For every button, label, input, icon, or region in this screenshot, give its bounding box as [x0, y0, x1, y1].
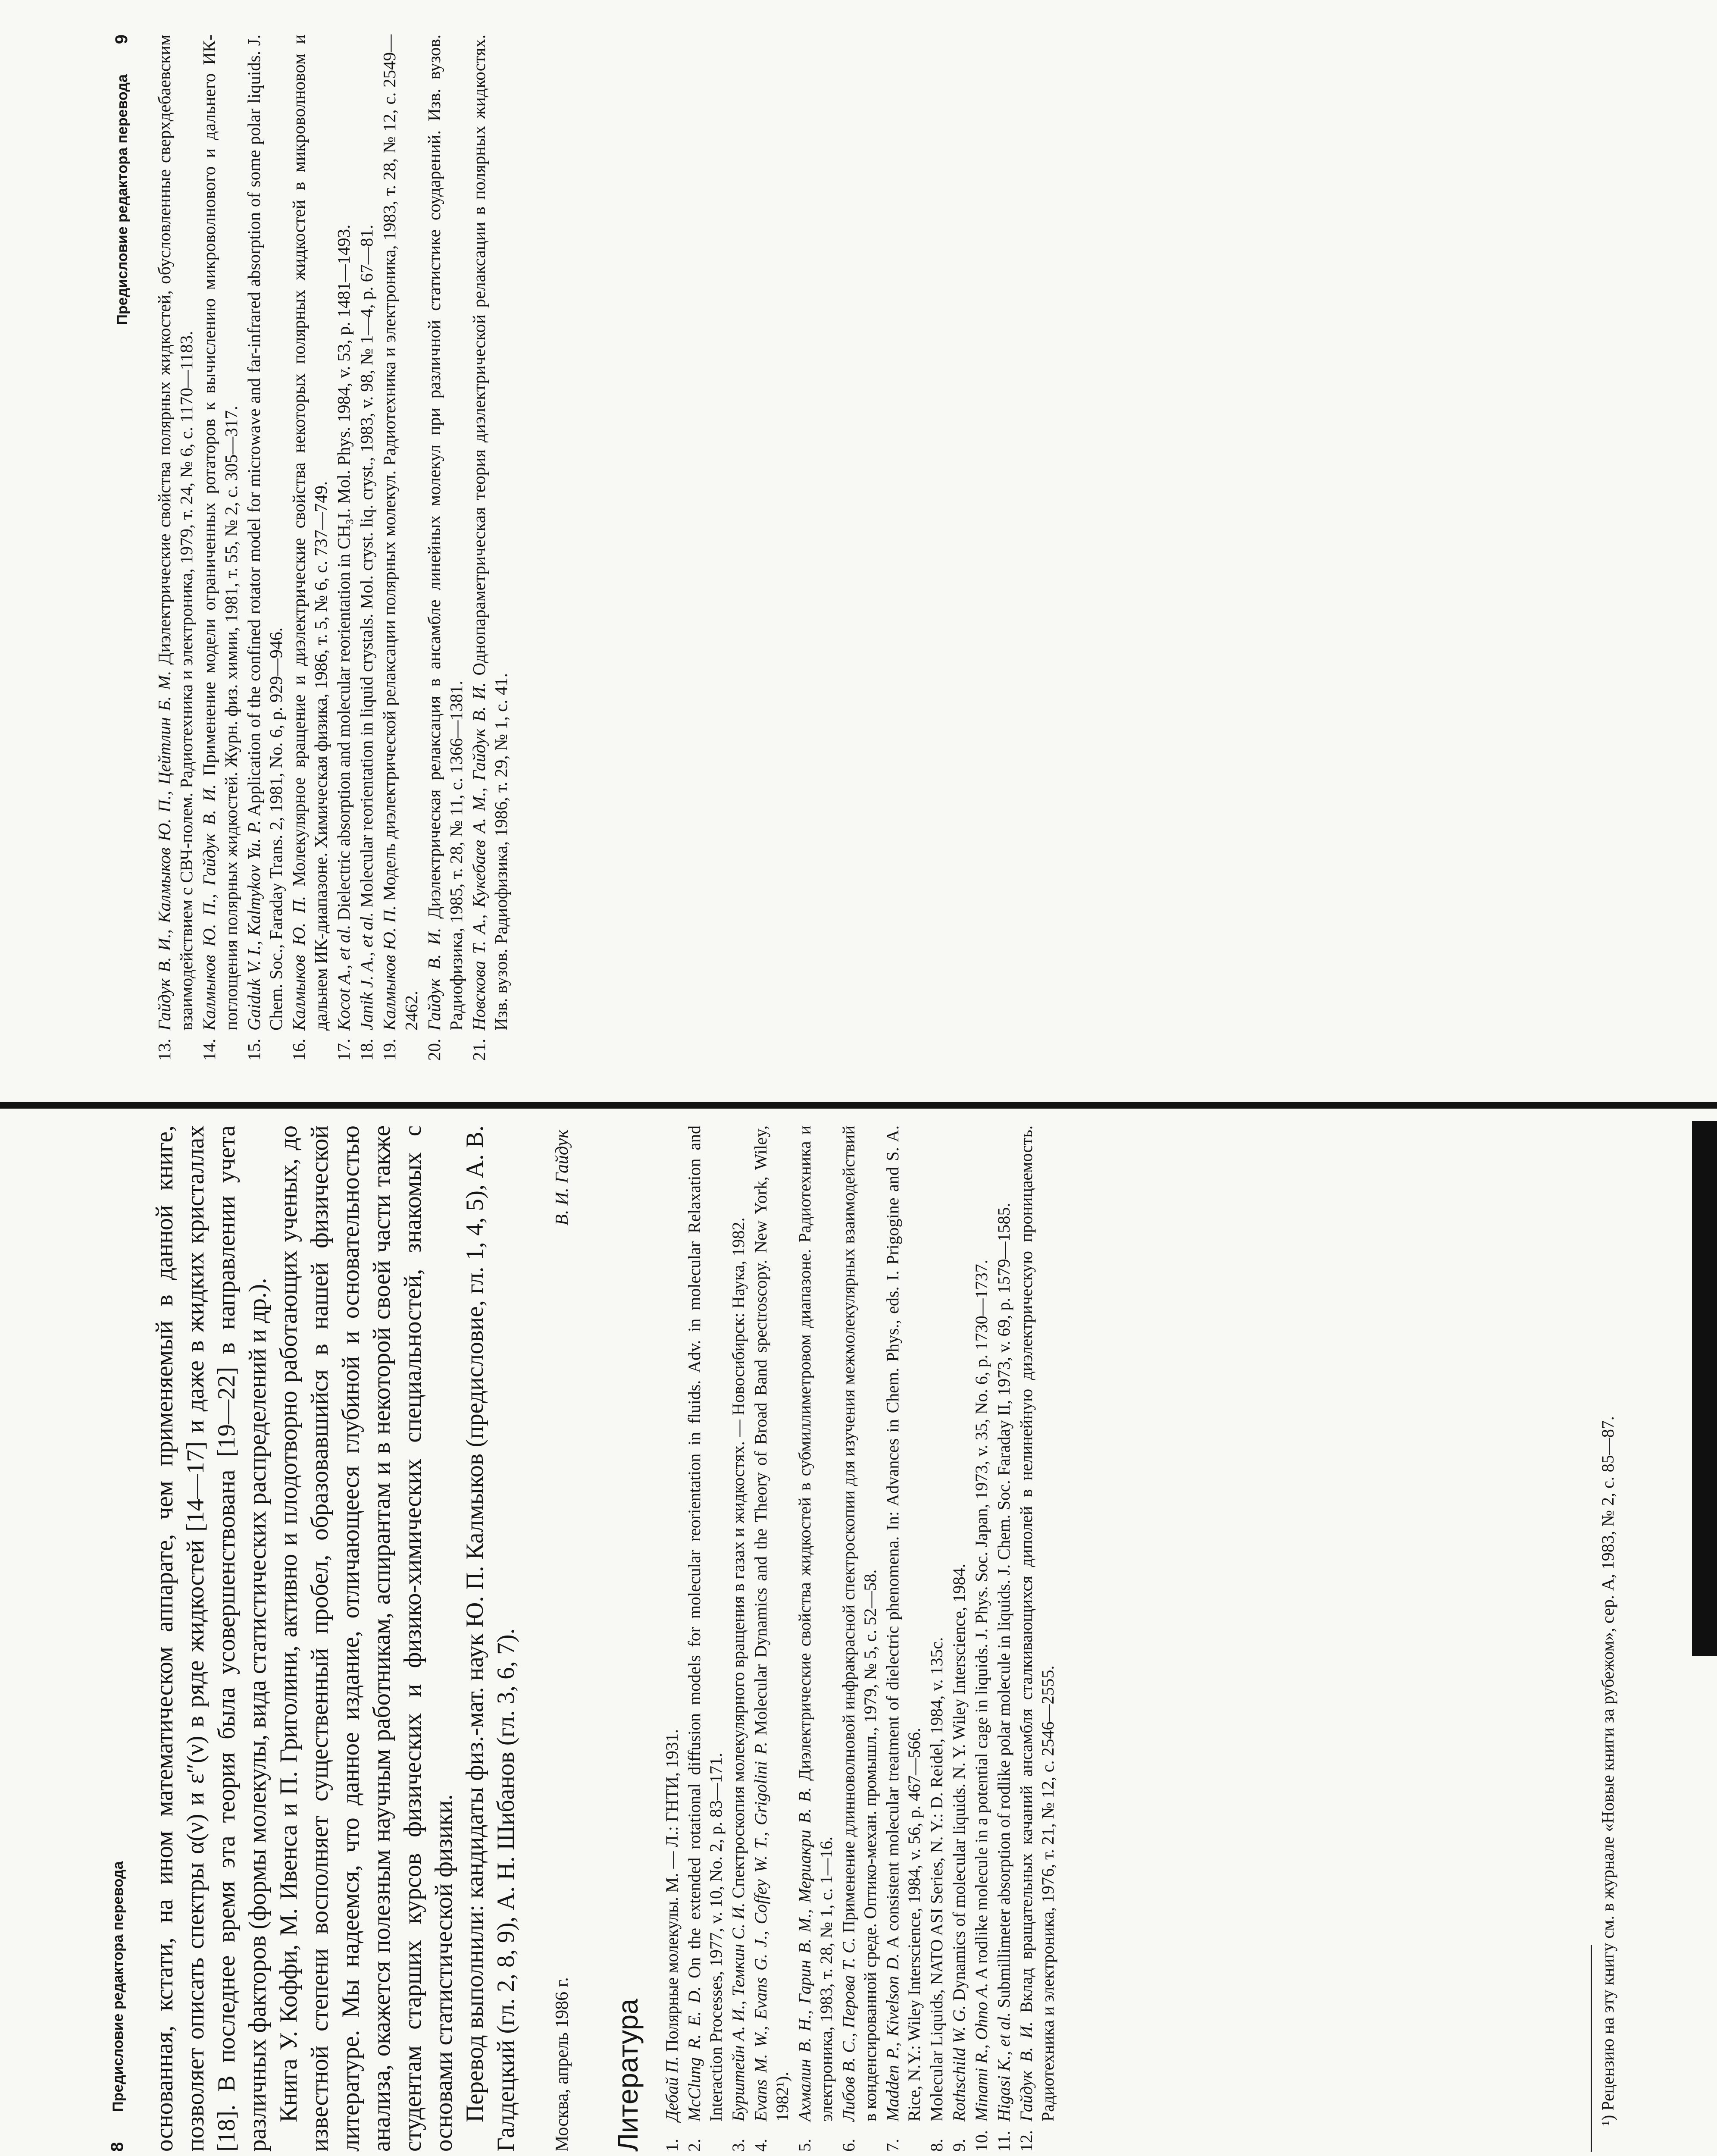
reference-item	[153, 34, 197, 1061]
reference-text: Молекулярное вращение и диэлектрические свойства некоторых полярных жидкостей в микроволновом и дальнем ИК-диапазоне. Химическая физика, 1986, т. 5, № 6, с. 737—749.	[289, 34, 331, 1031]
reference-text: Однопараметрическая теория диэлектрической релаксации в полярных жидкостях. Изв. вузов. Радиофизика, 1986, т. 29, № 1, с. 41.	[469, 34, 511, 1031]
reference-text: Спектроскопия молекулярного вращения в газах и жидкостях. — Новосибирск: Наука, 1982.	[729, 1217, 748, 1899]
reference-list	[661, 1125, 1059, 2152]
reference-text: Диэлектрическая релаксация в ансамбле линейных молекул при различной статистике соударений. Изв. вузов. Радиофизика, 1985, т. 28, № 11, с. 1366—1381.	[424, 34, 466, 1031]
footnote	[1591, 1125, 1619, 2152]
reference-number: 15.	[244, 1038, 264, 1061]
reference-number: 14.	[199, 1038, 219, 1061]
reference-number: 6.	[839, 2139, 858, 2152]
reference-text: Molecular Liquids, NATO ASI Series, N. Y.: D. Reidel, 1984, v. 135c.	[927, 1637, 946, 2122]
references-title: Литература	[612, 1999, 644, 2152]
reference-authors: Evans M. W., Evans G. J., Coffey W. T., Grigolini P.	[751, 1742, 770, 2122]
reference-text: Диэлектрические свойства жидкостей в субмиллиметровом диапазоне. Радиотехника и электроника, 1983, т. 28, № 1, с. 1—16.	[795, 1125, 836, 2122]
reference-item	[882, 1125, 925, 2152]
reference-number: 9.	[949, 2139, 969, 2152]
reference-item	[926, 1125, 948, 2152]
reference-item	[838, 1125, 881, 2152]
reference-number: 7.	[883, 2139, 902, 2152]
footnote-rule	[1591, 1945, 1592, 2152]
reference-text: Molecular reorientation in liquid crystals. Mol. cryst. liq. cryst., 1983, v. 98, № 1—4, p. 67—81.	[357, 224, 376, 908]
reference-authors: Гайдук В. И.	[1016, 2021, 1036, 2122]
reference-text: Dynamics of molecular liquids. N. Y. Wiley Interscience, 1984.	[949, 1564, 969, 2001]
book-gutter	[0, 1102, 1717, 1109]
reference-item	[948, 1125, 970, 2152]
reference-authors: Либов В. С., Перова Т. С.	[839, 1937, 858, 2122]
reference-authors: Калмыков Ю. П., Гайдук В. И.	[199, 784, 219, 1031]
reference-text: Применение модели ограниченных ротаторов к вычислению микроволнового и дальнего ИК-поглощения полярных жидкостей. Журн. физ. химии, 1981, т. 55, № 2, с. 305—317.	[199, 34, 241, 1031]
reference-authors: Madden P., Kivelson D.	[883, 1953, 902, 2122]
reference-text: On the extended rotational diffusion models for molecular reorientation in fluids. Adv. in molecular Relaxation and Interaction Processes, 1977, v. 10, No. 2, p. 83—171.	[685, 1125, 726, 2122]
reference-authors: Higasi K., et al.	[994, 2012, 1013, 2122]
reference-text: Диэлектрические свойства полярных жидкостей, обусловленные сверхдебаевским взаимодействием с СВЧ-полем. Радиотехника и электроника, 1979, т. 24, № 6, с. 1170—1183.	[154, 34, 196, 1031]
editor-signature: В. И. Гайдук	[552, 1130, 572, 1225]
reference-text: Application of the confined rotator model for microwave and far-infrared absorption of some polar liquids. J. Chem. Soc., Faraday Trans. 2, 1981, No. 6, p. 929—946.	[244, 34, 286, 1031]
reference-list	[153, 34, 512, 1061]
paragraph: Книга У. Коффи, М. Ивенса и П. Григолини, активно и плодотворно работающих ученых, до известной степени восполняет существенный пробел, образовавшийся в нашей физической литературе. Мы надеемся, что данное издание, отличающееся глубиной и основательностью анализа, окажется полезным научным работникам, аспирантам и в некоторой своей части также студентам старших курсов физических и физико-химических специальностей, знакомых с основами статистической физики.	[275, 1125, 457, 2152]
reference-number: 3.	[729, 2139, 748, 2152]
reference-authors: Minami R., Ohno A.	[972, 1983, 991, 2122]
reference-item	[423, 34, 467, 1061]
reference-authors: Ахмалин В. Н., Гарин В. М., Мериакри В. В.	[795, 1787, 814, 2122]
reference-text: Полярные молекулы. М. — Л.: ГНТИ, 1931.	[662, 1729, 682, 2052]
reference-text: Submillimeter absorption of rodlike polar molecule in liquids. J. Chem. Soc. Faraday II, 1973, v. 69, p. 1579—1585.	[994, 1203, 1013, 2008]
reference-text: Модель диэлектрической релаксации полярных молекул. Радиотехника и электроника, 1983, т. 28, № 12, с. 2549—2462.	[379, 34, 421, 1031]
left-page-header	[108, 1125, 134, 2152]
running-head: Предисловие редактора перевода	[110, 1861, 126, 2112]
reference-text: Molecular Dynamics and the Theory of Broad Band spectroscopy. New York, Wiley, 1982¹).	[751, 1125, 792, 2122]
left-page	[108, 1125, 1677, 2152]
reference-item	[1016, 1125, 1059, 2152]
footnote-text: ¹) Рецензию на эту книгу см. в журнале «Новые книги за рубежом», сер. А, 1983, № 2, с. 85—87.	[1598, 1416, 1617, 2126]
reference-item	[750, 1125, 793, 2152]
reference-authors: Дебай П.	[662, 2056, 682, 2122]
reference-number: 11.	[994, 2131, 1013, 2152]
reference-number: 4.	[751, 2139, 770, 2152]
reference-number: 12.	[1016, 2130, 1036, 2152]
paragraph: основанная, кстати, на ином математическом аппарате, чем применяемый в данной книге, позволяет описать спектры α(ν) и ε″(ν) в ряде жидкостей [14—17] и даже в жидких кристаллах [18]. В последнее время эта теория была усовершенствована [19—22] в направлении учета различных факторов (формы молекулы, вида статистических распределений и др.).	[151, 1125, 271, 2152]
reference-item	[468, 34, 512, 1061]
reference-text: A rodlike molecule in a potential cage in liquids. J. Phys. Soc. Japan, 1973, v. 35, No. 6, p. 1730—1737.	[972, 1260, 991, 1980]
reference-authors: Новскова Т. А., Кукебаев А. М., Гайдук В. И.	[469, 682, 489, 1031]
reference-item	[661, 1125, 683, 2152]
reference-authors: Gaiduk V. I., Kalmykov Yu. P.	[244, 820, 264, 1031]
right-page	[112, 34, 1681, 1061]
reference-authors: Janik J. A., et al.	[357, 912, 376, 1031]
signature-row	[552, 1125, 572, 2152]
reference-number: 5.	[795, 2139, 814, 2152]
reference-item	[356, 34, 378, 1061]
reference-item	[288, 34, 332, 1061]
right-page-header	[112, 34, 138, 1061]
reference-number: 19.	[379, 1038, 399, 1061]
reference-authors: Калмыков Ю. П.	[379, 906, 399, 1031]
reference-authors: Калмыков Ю. П.	[289, 896, 309, 1031]
reference-text: Вклад вращательных качаний ансамбля сталкивающихся диполей в нелинейную диэлектрическую проницаемость. Радиотехника и электроника, 1976, т. 21, № 12, с. 2546—2555.	[1016, 1125, 1057, 2122]
reference-item	[333, 34, 355, 1061]
page-number: 9	[112, 34, 131, 44]
reference-text: A consistent molecular treatment of dielectric phenomena. In: Advances in Chem. Phys., eds. I. Prigogine and S. A. Rice, N.Y.: Wiley Interscience, 1984, v. 56, p. 467—566.	[883, 1125, 924, 2122]
page-number: 8	[108, 2142, 127, 2152]
reference-item	[971, 1125, 992, 2152]
reference-authors: Rothschild W. G.	[949, 2005, 969, 2122]
reference-number: 2.	[685, 2139, 704, 2152]
reference-item	[728, 1125, 749, 2152]
reference-number: 8.	[927, 2139, 946, 2152]
paragraph: Перевод выполнили: кандидаты физ.-мат. наук Ю. П. Калмыков (предисловие, гл. 1, 4, 5), А. В. Галдецкий (гл. 2, 8, 9), А. Н. Шибанов (гл. 3, 6, 7).	[461, 1125, 519, 2152]
reference-authors: McClung R. E. D.	[685, 1986, 704, 2122]
reference-number: 21.	[469, 1038, 489, 1061]
reference-item	[993, 1125, 1015, 2152]
reference-item	[243, 34, 287, 1061]
reference-authors: Бурштейн А. И., Темкин С. И.	[729, 1902, 748, 2122]
reference-number: 17.	[334, 1038, 353, 1061]
reference-item	[378, 34, 422, 1061]
reference-number: 20.	[424, 1038, 444, 1061]
place-date: Москва, апрель 1986 г.	[552, 1977, 572, 2152]
scan-edge-shadow	[1692, 1121, 1717, 1656]
reference-number: 1.	[662, 2139, 682, 2152]
reference-item	[794, 1125, 837, 2152]
reference-number: 10.	[972, 2130, 991, 2152]
reference-authors: Kocot A., et al.	[334, 924, 353, 1031]
reference-number: 18.	[357, 1038, 376, 1061]
reference-item	[684, 1125, 727, 2152]
reference-text: Применение длинноволновой инфракрасной спектроскопии для изучения межмолекулярных взаимодействий в конденсированной среде. Оптико-механ. промышл., 1979, № 5, с. 52—58.	[839, 1125, 880, 2122]
reference-authors: Гайдук В. И.	[424, 928, 444, 1031]
reference-item	[198, 34, 242, 1061]
reference-number: 16.	[289, 1038, 309, 1061]
reference-authors: Гайдук В. И., Калмыков Ю. П., Цейтлин Б. М.	[154, 671, 174, 1031]
reference-number: 13.	[154, 1038, 174, 1061]
reference-text: Dielectric absorption and molecular reorientation in CH₃I. Mol. Phys. 1984, v. 53, p. 1481—1493.	[334, 224, 353, 921]
running-head: Предисловие редактора перевода	[114, 74, 131, 325]
